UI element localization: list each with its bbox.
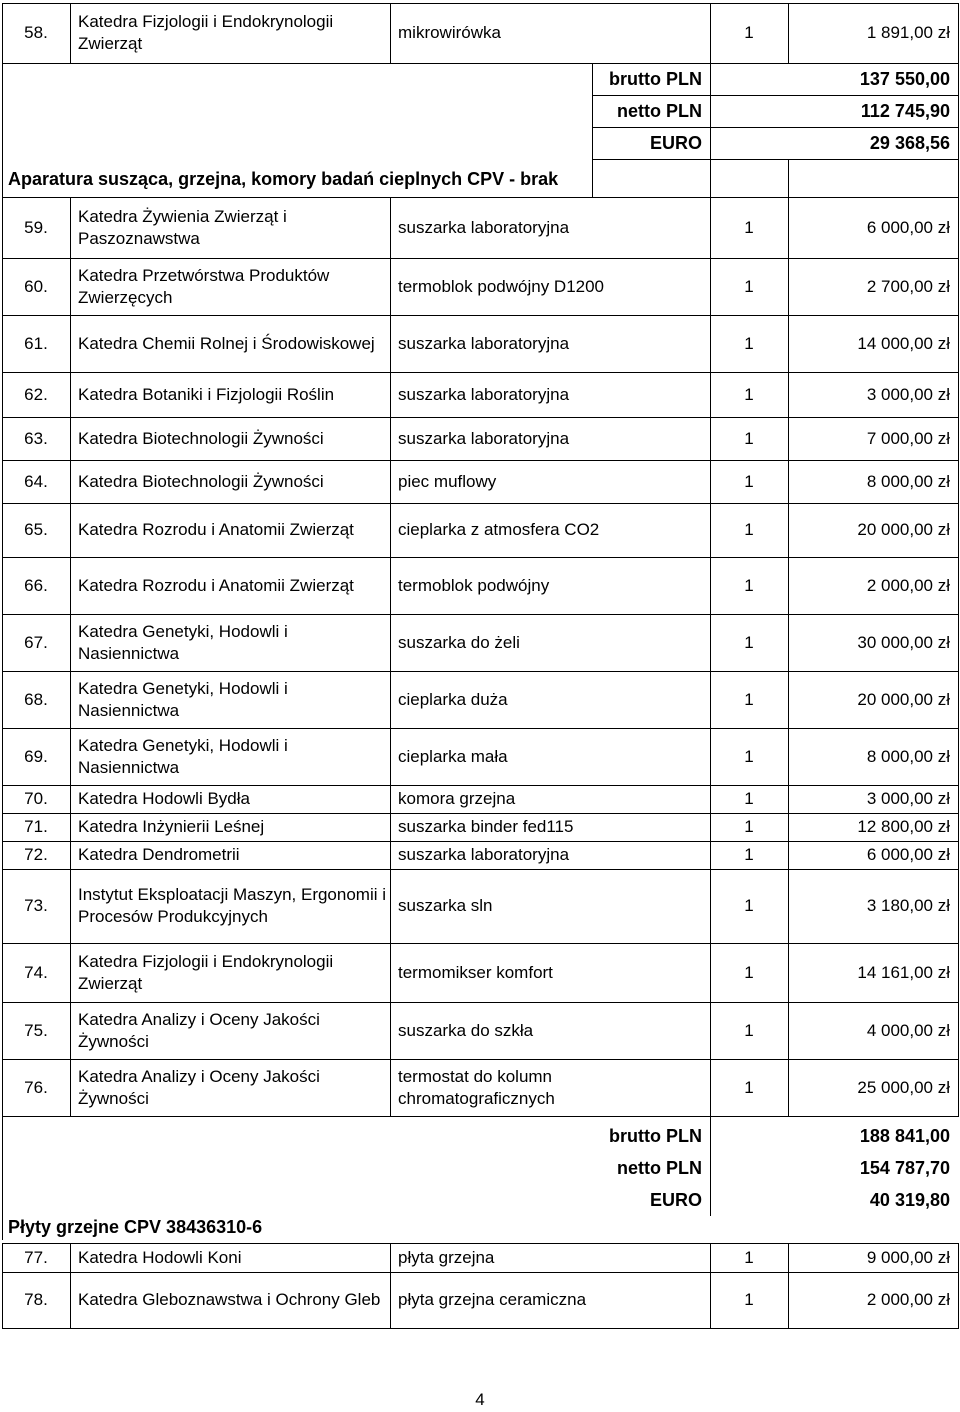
summary-label: netto PLN [617, 100, 702, 121]
row-price: 9 000,00 zł [866, 1247, 950, 1267]
row-quantity: 1 [744, 746, 754, 766]
row-unit: Katedra Botaniki i Fizjologii Roślin [78, 384, 335, 404]
rule-line [390, 197, 391, 1117]
row-unit: Katedra Gleboznawstwa i Ochrony Gleb [78, 1290, 381, 1309]
rule-line [2, 943, 958, 944]
row-price: 20 000,00 zł [857, 520, 950, 539]
rule-line [2, 1243, 958, 1244]
rule-line [70, 197, 71, 1117]
row-price: 6 000,00 zł [866, 845, 950, 864]
rule-line [2, 372, 958, 373]
rule-line [788, 3, 789, 64]
rule-line [2, 417, 958, 418]
rule-line [2, 841, 958, 842]
row-price: 8 000,00 zł [866, 746, 950, 766]
row-quantity: 1 [744, 789, 754, 808]
row-unit: Katedra Dendrometrii [78, 845, 240, 864]
rule-line [2, 460, 958, 461]
row-quantity: 1 [744, 1077, 754, 1097]
rule-line [2, 869, 958, 870]
summary-value: 188 841,00 [859, 1125, 950, 1146]
row-quantity: 1 [744, 962, 754, 982]
row-number: 60. [24, 276, 48, 296]
row-number: 78. [24, 1290, 48, 1309]
row-quantity: 1 [744, 1290, 754, 1309]
row-price: 8 000,00 zł [866, 471, 950, 491]
rule-line [2, 315, 958, 316]
rule-line [958, 197, 959, 1117]
row-number: 68. [24, 689, 48, 709]
row-item: suszarka binder fed115 [398, 817, 574, 836]
summary-value: 112 745,90 [860, 100, 950, 121]
row-item: cieplarka duża [398, 689, 508, 709]
rule-line [70, 3, 71, 64]
row-quantity: 1 [744, 817, 754, 836]
rule-line [958, 63, 959, 197]
summary-label: EURO [649, 132, 702, 153]
row-number: 67. [24, 632, 48, 652]
row-unit: Katedra Fizjologii i Endokrynologii Zwierząt [78, 951, 334, 993]
row-quantity: 1 [744, 428, 754, 448]
summary-value: 29 368,56 [869, 132, 950, 153]
row-number: 75. [24, 1020, 48, 1040]
row-number: 74. [24, 962, 48, 982]
summary-label: brutto PLN [609, 1125, 702, 1146]
row-number: 61. [24, 333, 48, 353]
row-unit: Katedra Chemii Rolnej i Środowiskowej [78, 333, 375, 353]
row-unit: Katedra Inżynierii Leśnej [78, 817, 265, 836]
row-quantity: 1 [744, 896, 754, 915]
rule-line [2, 258, 958, 259]
row-price: 7 000,00 zł [866, 428, 950, 448]
rule-line [2, 3, 3, 64]
row-unit: Katedra Genetyki, Hodowli i Nasiennictwa [78, 678, 288, 720]
row-unit: Katedra Analizy i Oceny Jakości Żywności [78, 1066, 320, 1108]
row-item: cieplarka z atmosfera CO2 [398, 520, 600, 539]
row-number: 70. [24, 789, 48, 808]
row-quantity: 1 [744, 471, 754, 491]
rule-line [958, 3, 959, 64]
rule-line [2, 1059, 958, 1060]
rule-line [2, 3, 958, 4]
row-quantity: 1 [744, 575, 754, 595]
row-number: 77. [24, 1247, 48, 1267]
rule-line [2, 813, 958, 814]
row-item: komora grzejna [398, 789, 516, 808]
rule-line [2, 197, 958, 198]
rule-line [2, 728, 958, 729]
row-item: termoblok podwójny [398, 575, 550, 595]
page-number: 4 [475, 1390, 485, 1409]
row-price: 14 161,00 zł [857, 962, 950, 982]
row-quantity: 1 [744, 276, 754, 296]
row-price: 25 000,00 zł [857, 1077, 950, 1097]
row-price: 12 800,00 zł [857, 817, 950, 836]
row-item: cieplarka mała [398, 746, 508, 766]
rule-line [2, 1328, 958, 1329]
row-price: 14 000,00 zł [857, 333, 950, 353]
row-item: suszarka do szkła [398, 1020, 534, 1040]
row-unit: Instytut Eksploatacji Maszyn, Ergonomii i Procesów Produkcyjnych [78, 885, 387, 926]
row-quantity: 1 [744, 333, 754, 353]
row-unit: Katedra Rozrodu i Anatomii Zwierząt [78, 575, 354, 595]
row-quantity: 1 [744, 520, 754, 539]
row-quantity: 1 [744, 632, 754, 652]
row-number: 76. [24, 1077, 48, 1097]
row-item: mikrowirówka [398, 23, 501, 42]
row-price: 6 000,00 zł [866, 217, 950, 237]
row-price: 2 000,00 zł [866, 575, 950, 595]
summary-value: 154 787,70 [859, 1157, 950, 1178]
row-price: 2 700,00 zł [866, 276, 950, 296]
summary-label: EURO [649, 1189, 702, 1210]
row-quantity: 1 [744, 689, 754, 709]
row-quantity: 1 [744, 384, 754, 404]
rule-line [788, 159, 789, 197]
row-price: 1 891,00 zł [866, 23, 950, 42]
row-unit: Katedra Żywienia Zwierząt i Paszoznawstwa [78, 206, 287, 248]
row-number: 72. [24, 845, 48, 864]
summary-label: brutto PLN [609, 68, 702, 89]
rule-line [710, 197, 711, 1117]
rule-line [2, 614, 958, 615]
row-price: 3 000,00 zł [866, 789, 950, 808]
row-item: termomikser komfort [398, 962, 553, 982]
row-number: 62. [24, 384, 48, 404]
row-item: płyta grzejna ceramiczna [398, 1290, 587, 1309]
row-unit: Katedra Hodowli Koni [78, 1247, 242, 1267]
row-number: 69. [24, 746, 48, 766]
row-price: 2 000,00 zł [866, 1290, 950, 1309]
row-item: suszarka laboratoryjna [398, 333, 570, 353]
rule-line [710, 63, 711, 197]
row-item: suszarka sln [398, 896, 493, 915]
row-item: termostat do kolumn chromatograficznych [398, 1066, 555, 1108]
row-price: 20 000,00 zł [857, 689, 950, 709]
row-quantity: 1 [744, 1020, 754, 1040]
row-number: 58. [24, 23, 48, 42]
rule-line [710, 1116, 711, 1216]
row-number: 63. [24, 428, 48, 448]
rule-line [788, 197, 789, 1117]
row-number: 64. [24, 471, 48, 491]
rule-line [2, 1116, 958, 1117]
rule-line [70, 1243, 71, 1329]
rule-line [2, 1243, 3, 1329]
section-title: Aparatura susząca, grzejna, komory badań cieplnych CPV - brak [8, 169, 559, 189]
rule-line [710, 1243, 711, 1329]
row-item: suszarka laboratoryjna [398, 384, 570, 404]
rule-line [2, 503, 958, 504]
row-unit: Katedra Biotechnologii Żywności [78, 428, 324, 448]
row-unit: Katedra Fizjologii i Endokrynologii Zwierząt [78, 12, 334, 53]
row-unit: Katedra Rozrodu i Anatomii Zwierząt [78, 520, 354, 539]
rule-line [592, 127, 958, 128]
rule-line [592, 159, 958, 160]
row-item: suszarka do żeli [398, 632, 520, 652]
row-item: suszarka laboratoryjna [398, 428, 570, 448]
row-price: 3 180,00 zł [866, 896, 950, 915]
row-unit: Katedra Hodowli Bydła [78, 789, 250, 808]
row-number: 73. [24, 896, 48, 915]
row-number: 59. [24, 217, 48, 237]
summary-label: netto PLN [617, 1157, 702, 1178]
row-unit: Katedra Genetyki, Hodowli i Nasiennictwa [78, 621, 288, 663]
row-price: 3 000,00 zł [866, 384, 950, 404]
row-number: 71. [24, 817, 48, 836]
row-number: 65. [24, 520, 48, 539]
row-unit: Katedra Genetyki, Hodowli i Nasiennictwa [78, 735, 288, 777]
row-number: 66. [24, 575, 48, 595]
rule-line [592, 95, 958, 96]
row-price: 4 000,00 zł [866, 1020, 950, 1040]
rule-line [390, 1243, 391, 1329]
row-unit: Katedra Biotechnologii Żywności [78, 471, 324, 491]
summary-value: 137 550,00 [859, 68, 950, 89]
row-item: suszarka laboratoryjna [398, 217, 570, 237]
row-quantity: 1 [744, 1247, 754, 1267]
row-unit: Katedra Analizy i Oceny Jakości Żywności [78, 1009, 320, 1051]
rule-line [2, 557, 958, 558]
section-title: Płyty grzejne CPV 38436310-6 [8, 1217, 263, 1237]
rule-line [2, 197, 3, 1117]
row-item: płyta grzejna [398, 1247, 495, 1267]
rule-line [390, 3, 391, 64]
row-quantity: 1 [744, 845, 754, 864]
row-item: piec muflowy [398, 471, 497, 491]
rule-line [2, 671, 958, 672]
summary-value: 40 319,80 [869, 1189, 950, 1210]
row-item: termoblok podwójny D1200 [398, 276, 605, 296]
row-price: 30 000,00 zł [857, 632, 950, 652]
rule-line [2, 1002, 958, 1003]
row-item: suszarka laboratoryjna [398, 845, 570, 864]
row-quantity: 1 [744, 217, 754, 237]
rule-line [2, 1272, 958, 1273]
rule-line [788, 1243, 789, 1329]
rule-line [958, 1243, 959, 1329]
rule-line [2, 785, 958, 786]
rule-line [710, 3, 711, 64]
row-unit: Katedra Przetwórstwa Produktów Zwierzęcych [78, 265, 330, 307]
row-quantity: 1 [744, 23, 754, 42]
